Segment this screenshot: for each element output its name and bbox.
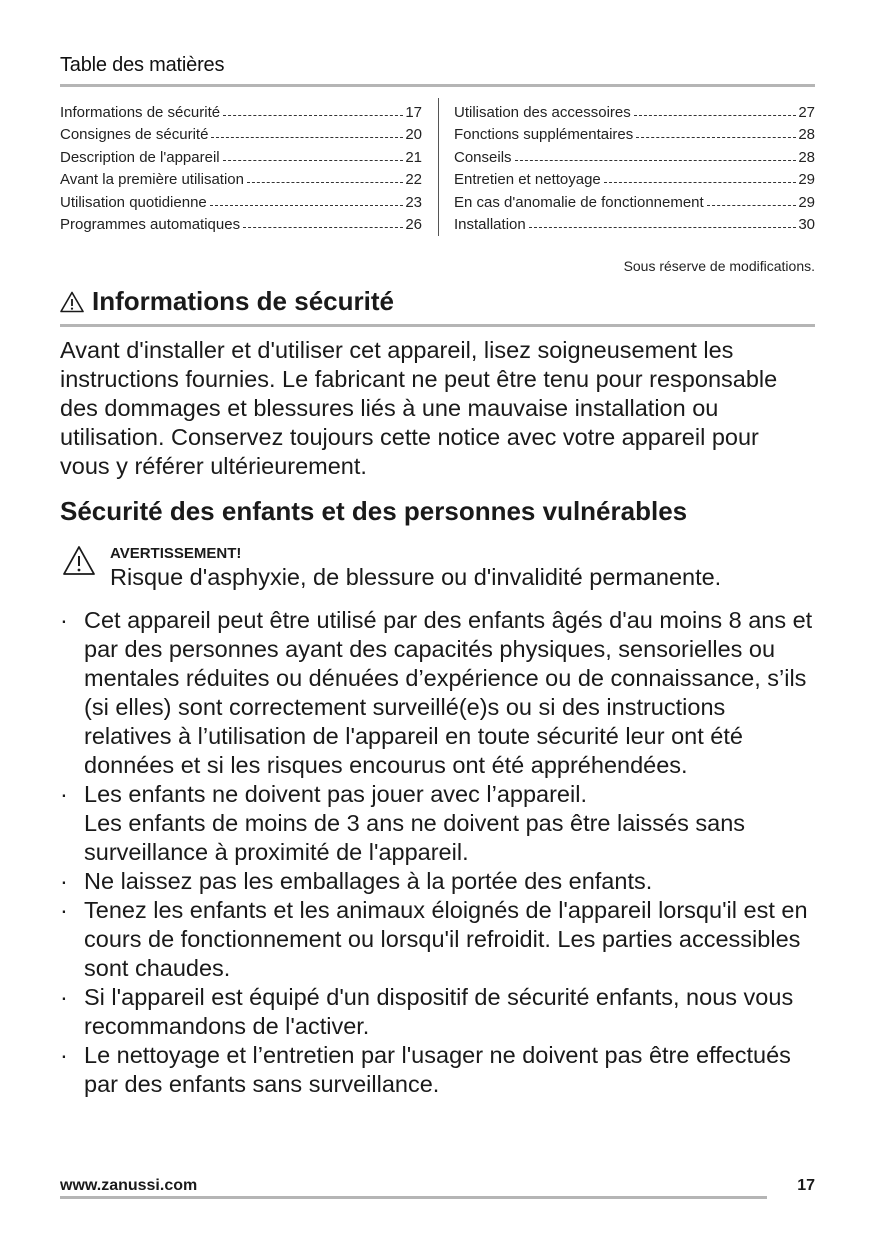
- toc-entry-label: Consignes de sécurité: [60, 126, 209, 143]
- bullet-text: Si l'appareil est équipé d'un dispositif de sécurité enfants, nous vous recommandons de l'activer.: [84, 984, 794, 1039]
- toc-entry-page: 29: [798, 193, 815, 211]
- bullet-text: Le nettoyage et l’entretien par l'usager ne doivent pas être effectués par des enfants sans surveillance.: [84, 1042, 791, 1097]
- bullet-text: Tenez les enfants et les animaux éloignés de l'appareil lorsqu'il est en cours de fonctionnement ou lorsqu'il refroidit. Les parties accessibles sont chaudes.: [84, 897, 808, 981]
- list-item: · Tenez les enfants et les animaux éloignés de l'appareil lorsqu'il est en cours de fonctionnement ou lorsqu'il refroidit. Les parties accessibles sont chaudes.: [60, 896, 815, 983]
- toc-entry-page: 28: [798, 148, 815, 166]
- toc-entry[interactable]: [60, 143, 422, 166]
- toc-entry-page: 27: [798, 103, 815, 121]
- subsection-title: Sécurité des enfants et des personnes vulnérables: [60, 496, 688, 526]
- toc-entry[interactable]: [454, 166, 815, 189]
- toc-entry-label: Installation: [454, 216, 526, 233]
- footer-website-link[interactable]: www.zanussi.com: [60, 1177, 198, 1194]
- toc-entry-page: 21: [405, 148, 422, 166]
- toc-entry[interactable]: [454, 143, 815, 166]
- toc-entry[interactable]: [60, 98, 422, 121]
- toc-entry-label: En cas d'anomalie de fonctionnement: [454, 193, 704, 211]
- revision-note: Sous réserve de modifications.: [623, 258, 815, 274]
- toc-divider-rule: [60, 84, 815, 87]
- toc-entry-label: Programmes automatiques: [60, 216, 241, 233]
- list-item: · Si l'appareil est équipé d'un dispositif de sécurité enfants, nous vous recommandons de l'activer.: [60, 983, 815, 1041]
- toc-entry-label: Description de l'appareil: [60, 148, 220, 166]
- intro-paragraph: Avant d'installer et d'utiliser cet appareil, lisez soigneusement les instructions fournies. Le fabricant ne peut être tenu pour responsable des dommages et blessures liés à une mauvaise installation ou utilisation. Conservez toujours cette notice avec votre appareil pour vous y référer ultérieurement.: [60, 337, 778, 479]
- toc-entry-label: Avant la première utilisation: [60, 171, 244, 188]
- toc-entry-page: 22: [405, 171, 422, 188]
- bullet-text: Les enfants ne doivent pas jouer avec l’appareil.: [84, 781, 587, 807]
- toc-entry-label: Fonctions supplémentaires: [454, 126, 634, 143]
- warning-icon: [60, 291, 84, 313]
- toc-entry[interactable]: [60, 121, 422, 144]
- toc-entry[interactable]: [454, 188, 815, 211]
- section-rule: [60, 324, 815, 327]
- document-page: [60, 0, 815, 1241]
- toc-entry-label: Conseils: [454, 148, 512, 166]
- toc-entry[interactable]: [454, 211, 815, 234]
- toc-entry[interactable]: [60, 211, 422, 234]
- toc-entry-label: Informations de sécurité: [60, 103, 221, 121]
- toc-entry-page: 23: [405, 193, 422, 211]
- toc-column-divider: [438, 98, 439, 236]
- list-item: · Ne laissez pas les emballages à la portée des enfants.: [60, 867, 815, 896]
- section-heading: [60, 286, 394, 317]
- toc-entry[interactable]: [454, 121, 815, 144]
- safety-bullet-list: [60, 606, 815, 1099]
- toc-entry-page: 20: [405, 126, 422, 143]
- bullet-text: Cet appareil peut être utilisé par des enfants âgés d'au moins 8 ans et par des personnes ayant des capacités physiques, sensorielles ou mentales réduites ou dénuées d’expérience ou de connaissance, s’ils (si elles) sont correctement surveillé(e)s ou si des instructions relatives à l’utilisation de l'appareil en toute sécurité leur ont été données et si les risques encourus ont été appréhendées.: [84, 607, 813, 778]
- warning-icon: [62, 545, 96, 577]
- toc-entry-label: Utilisation des accessoires: [454, 103, 631, 121]
- toc-entry-page: 17: [405, 103, 422, 121]
- toc-entry-page: 26: [405, 216, 422, 233]
- toc-entry[interactable]: [60, 166, 422, 189]
- toc-left-column: [60, 98, 422, 233]
- toc-entry[interactable]: [60, 188, 422, 211]
- toc-entry-label: Entretien et nettoyage: [454, 171, 601, 188]
- bullet-text: Les enfants de moins de 3 ans ne doivent pas être laissés sans surveillance à proximité de l'appareil.: [84, 810, 746, 865]
- footer-rule: [60, 1196, 767, 1199]
- toc-entry-page: 30: [798, 216, 815, 233]
- toc-right-column: [454, 98, 815, 233]
- toc-entry-label: Utilisation quotidienne: [60, 193, 207, 211]
- list-item: · Cet appareil peut être utilisé par des enfants âgés d'au moins 8 ans et par des personnes ayant des capacités physiques, sensorielles ou mentales réduites ou dénuées d’expérience ou de connaissance, s’ils (si elles) sont correctement surveillé(e)s ou si des instructions relatives à l’utilisation de l'appareil en toute sécurité leur ont été données et si les risques encourus ont été appréhendées.: [60, 606, 815, 780]
- page-number: 17: [797, 1177, 815, 1194]
- list-item: · Le nettoyage et l’entretien par l'usager ne doivent pas être effectués par des enfants sans surveillance.: [60, 1041, 815, 1099]
- toc-entry-page: 28: [798, 126, 815, 143]
- warning-text: Risque d'asphyxie, de blessure ou d'invalidité permanente.: [110, 564, 722, 590]
- warning-label: AVERTISSEMENT!: [110, 545, 242, 562]
- list-item: · Les enfants ne doivent pas jouer avec l’appareil. Les enfants de moins de 3 ans ne doivent pas être laissés sans surveillance à proximité de l'appareil.: [60, 780, 815, 867]
- toc-entry[interactable]: [454, 98, 815, 121]
- toc-title: Table des matières: [60, 54, 225, 76]
- section-title: Informations de sécurité: [92, 286, 394, 316]
- toc-entry-page: 29: [798, 171, 815, 188]
- bullet-text: Ne laissez pas les emballages à la portée des enfants.: [84, 868, 653, 894]
